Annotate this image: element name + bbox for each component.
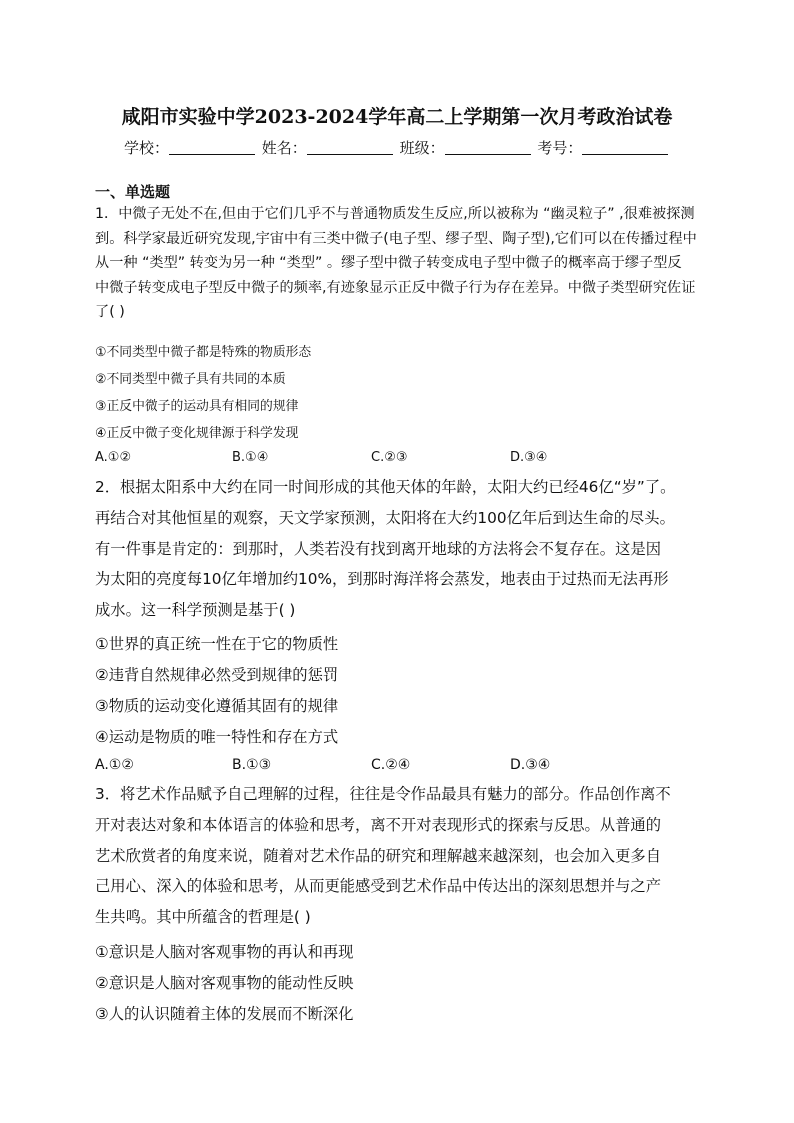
stem-line: 艺术欣赏者的角度来说，随着对艺术作品的研究和理解越来越深刻，也会加入更多自: [95, 846, 661, 865]
question-3-stem: [95, 779, 705, 933]
section-title: 一、单选题: [95, 183, 171, 201]
question-1-answer-d[interactable]: D.③④: [510, 450, 548, 465]
question-2-option-3: ③物质的运动变化遵循其固有的规律: [95, 697, 339, 715]
stem-line: 生共鸣。其中所蕴含的哲理是( ): [95, 908, 311, 927]
stem-line: 到。科学家最近研究发现,宇宙中有三类中微子(电子型、缪子型、陶子型),它们可以在传播过程中: [95, 230, 697, 247]
question-1-answer-a[interactable]: A.①②: [95, 450, 132, 465]
school-label: 学校：: [124, 139, 170, 157]
question-3-option-1: ①意识是人脑对客观事物的再认和再现: [95, 943, 354, 961]
question-3-option-3: ③人的认识随着主体的发展而不断深化: [95, 1005, 354, 1023]
stem-line: 1．中微子无处不在,但由于它们几乎不与普通物质发生反应,所以被称为 “幽灵粒子” ,很难被探测: [95, 206, 695, 222]
stem-line: 成水。这一科学预测是基于( ): [95, 601, 296, 620]
question-2-answer-b[interactable]: B.①③: [232, 757, 272, 773]
stem-line: 了( ): [95, 304, 125, 320]
exam-title: 咸阳市实验中学2023-2024学年高二上学期第一次月考政治试卷: [121, 106, 673, 128]
stem-line: 开对表达对象和本体语言的体验和思考，离不开对表现形式的探索与反思。从普通的: [95, 815, 661, 834]
stem-line: 有一件事是肯定的：到那时，人类若没有找到离开地球的方法将会不复存在。这是因: [95, 539, 661, 558]
name-label: 姓名：: [261, 139, 307, 157]
question-3-option-2: ②意识是人脑对客观事物的能动性反映: [95, 974, 354, 992]
name-blank[interactable]: [307, 140, 393, 155]
question-1-option-1: ①不同类型中微子都是特殊的物质形态: [95, 345, 312, 360]
stem-line: 3．将艺术作品赋予自己理解的过程，往往是令作品最具有魅力的部分。作品创作离不: [95, 785, 671, 803]
school-blank[interactable]: [169, 140, 255, 155]
question-1-answer-c[interactable]: C.②③: [371, 450, 408, 465]
exam-number-label: 考号：: [537, 139, 583, 157]
question-2-option-2: ②违背自然规律必然受到规律的惩罚: [95, 666, 339, 684]
stem-line: 2．根据太阳系中大约在同一时间形成的其他天体的年龄，太阳大约已经46亿“岁”了。: [95, 478, 676, 496]
exam-number-blank[interactable]: [582, 140, 668, 155]
stem-line: 中微子转变成电子型反中微子的频率,有迹象显示正反中微子行为存在差异。中微子类型研究佐证: [95, 279, 696, 296]
question-2-option-1: ①世界的真正统一性在于它的物质性: [95, 635, 339, 653]
question-2-answer-c[interactable]: C.②④: [371, 757, 411, 773]
question-1-stem: [95, 202, 705, 325]
question-1-option-2: ②不同类型中微子具有共同的本质: [95, 372, 286, 387]
question-1-answer-b[interactable]: B.①④: [232, 450, 269, 465]
stem-line: 从一种 “类型” 转变为另一种 “类型” 。缪子型中微子转变成电子型中微子的概率高于缪子型反: [95, 255, 682, 271]
stem-line: 再结合对其他恒星的观察，天文学家预测，太阳将在大约100亿年后到达生命的尽头。: [95, 508, 675, 527]
student-info-line: [124, 137, 670, 158]
question-2-option-4: ④运动是物质的唯一特性和存在方式: [95, 728, 339, 746]
question-2-answer-d[interactable]: D.③④: [510, 757, 551, 773]
question-1-option-4: ④正反中微子变化规律源于科学发现: [95, 426, 299, 441]
question-1-option-3: ③正反中微子的运动具有相同的规律: [95, 399, 299, 414]
question-2-answer-a[interactable]: A.①②: [95, 757, 134, 773]
stem-line: 为太阳的亮度每10亿年增加约10%，到那时海洋将会蒸发，地表由于过热而无法再形: [95, 570, 669, 589]
stem-line: 己用心、深入的体验和思考，从而更能感受到艺术作品中传达出的深刻思想并与之产: [95, 877, 661, 896]
class-label: 班级：: [399, 139, 445, 157]
question-2-stem: [95, 472, 705, 626]
class-blank[interactable]: [445, 140, 531, 155]
